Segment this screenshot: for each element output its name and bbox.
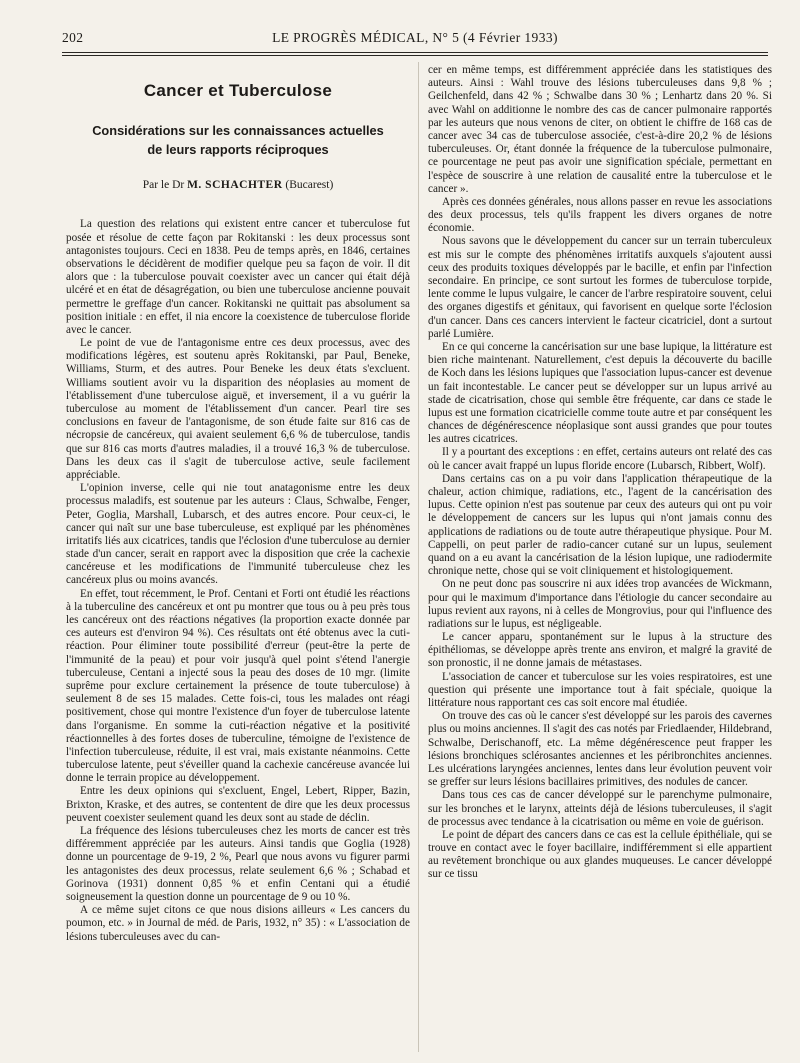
page-number: 202 [62,30,84,45]
left-column [66,64,410,1054]
paragraph: La question des relations qui existent entre cancer et tuberculose fut posée et résolue de cette façon par Rokitanski : les deux processus sont antagonistes toujours. Ceci en 1838. Peu de temps après, en 1846, certaines observations le décidèrent de modifier quelque peu sa façon de voir. Il dit alors que : la tuberculose pouvait coexister avec un cancer qui était déjà ulcéré et en état de désagrégation, ou bien une tuberculose ancienne pouvait permettre le greffage d'un cancer. Rokitanski ne quittait pas absolument sa position initiale : en effet, il nia encore la coexistence de tuberculose floride avec le cancer. [66,218,410,336]
paragraph: cer en même temps, est différemment appréciée dans les statistiques des auteurs. Ainsi : Wahl trouve des lésions tuberculeuses dans 9,8 % ; Geilchenfeld, dans 42 % ; Schwalbe dans 30 % ; Lenhartz dans 20 %. Si avec Wahl on additionne le nombre des cas de cancer pulmonaire rapportés par les auteurs que nous venons de citer, on obtient le chiffre de 168 cas de cancer avec 34 cas de tuberculose associée, c'est-à-dire 20,2 % de lésions tuberculeuses. Or, étant donnée la fréquence de la tuberculose pulmonaire, ce pourcentage ne peut pas avoir une signification spéciale, permettant en l'espèce de souscrire à une relation de causalité entre la tuberculose et le cancer ». [428,64,772,195]
header-rule-double [62,55,768,56]
byline [66,179,410,192]
paragraph: Le cancer apparu, spontanément sur le lupus à la structure des épithéliomas, se développe après trente ans environ, et malgré la gravité de son pronostic, il ne donne jamais de métastases. [428,631,772,670]
paragraph: Le point de vue de l'antagonisme entre ces deux processus, avec des modifications légères, est soutenu après Rokitanski, par Paul, Beneke, Williams, Sturm, et des autres. Pour Beneke les deux états s'excluent. Williams soutient avoir vu la disparition des néoplasies au moment de l'établissement d'une tuberculose aiguë, et inversement, il a vu guérir la tuberculose au moment de l'établissement d'un cancer. Pearl tire ses conclusions en faveur de l'antagonisme, de son étude faite sur 816 cas de nécropsie de cancéreux, qui avaient seulement 6,6 % de tuberculose, tandis que sur 816 cas morts d'autres maladies, il a trouvé 16,3 % de tuberculose. Dans les deux cas il s'agit de tuberculose active, seule facilement appréciable. [66,337,410,481]
paragraph: Dans tous ces cas de cancer développé sur le parenchyme pulmonaire, sur les bronches et le larynx, atteints déjà de lésions tuberculeuses, il s'agit de processus avec tendance à la cicatrisation ou même en voie de guérison. [428,789,772,828]
paragraph: Le point de départ des cancers dans ce cas est la cellule épithéliale, qui se trouve en contact avec le foyer bacillaire, indifféremment si elle appartient au revêtement bronchique ou aux glandes muqueuses. Le cancer développé sur ce tissu [428,828,772,881]
paragraph: L'opinion inverse, celle qui nie tout anatagonisme entre les deux processus maladifs, est soutenue par les auteurs : Claus, Schwalbe, Fenger, Peter, Goglia, Marshall, Lubarsch, et des autres encore. Pour ceux-ci, le cancer qui naît sur une base tuberculeuse, est expliqué par les phénomènes irritatifs liés aux cicatrices, tandis que l'éclosion d'une tuberculose au dernier stade d'un cancer, serait en rapport avec la disposition que crée la cachexie cancéreuse et les modifications de l'immunité tuberculeuse chez les cancéreux plus ou moins avancés. [66,482,410,587]
right-column [428,64,772,1054]
article-title: Cancer et Tuberculose [143,81,333,100]
author-place: (Bucarest) [285,179,334,192]
paragraph: Il y a pourtant des exceptions : en effet, certains auteurs ont relaté des cas où le cancer avait frappé un lupus floride encore (Lubarsch, Ribbert, Wolf). [428,446,772,472]
paragraph: La fréquence des lésions tuberculeuses chez les morts de cancer est très différemment appréciée par les auteurs. Ainsi tandis que Goglia (1928) donne un pourcentage de 9-19, 2 %, Pearl que nous avons vu figurer parmi les antagonistes des deux processus, relate seulement 6,6 % ; Schabad et Gorinova (1931) donnent 0,85 % et enfin Centani qui a étudié soigneusement la question donne un pourcentage de 9 ou 10 %. [66,825,410,903]
running-header [62,30,768,50]
paragraph: Dans certains cas on a pu voir dans l'application thérapeutique de la chaleur, action chimique, radiations, etc., l'agent de la cancérisation des lupus. Cette opinion n'est pas soutenue par ceux des auteurs qui ont pu voir le développement de cancers sur les lupus qui n'ont jamais connu des applications de radiations ou de toute autre thérapeutique physique. Pour M. Cappelli, on peut parler de radio-cancer cutané sur un lupus, seulement quand on a eu avant la cancérisation de la lésion lupique, une radiodermite chronique nette, chose qui se voit cliniquement et histologiquement. [428,472,772,578]
header-rule [62,52,768,53]
paragraph: L'association de cancer et tuberculose sur les voies respiratoires, est une question qui présente une importance tout à fait spéciale, quoique la littérature nous rapportant ces cas soit encore mal étudiée. [428,670,772,709]
paragraph: Nous savons que le développement du cancer sur un terrain tuberculeux est mis sur le compte des phénomènes irritatifs auxquels s'ajoutent aussi ceux des produits toxiques développés par le bacille, et enfin par l'infection secondaire. En principe, ce sont surtout les formes de tuberculose torpide, lente comme le lupus vulgaire, le cancer de l'arbre respiratoire souvent, celui des organes digestifs et génitaux, qui favorisent en quelque sorte l'éclosion d'un cancer. Dans ces cancers intervient le facteur cicatriciel, dont a surtout parlé Lumière. [428,235,772,340]
left-body [66,218,410,943]
column-separator [418,62,419,1052]
byline-prefix: Par le Dr [142,179,185,192]
running-title: LE PROGRÈS MÉDICAL, N° 5 (4 Février 1933) [272,30,558,45]
article-subtitle [66,121,410,159]
paragraph: En effet, tout récemment, le Prof. Centani et Forti ont étudié les réactions à la tuberculine des cancéreux et ont pu montrer que tous ou à peu près tous les cancéreux ont des réactions négatives (la proportion exacte donnée par ces auteurs est d'environ 94 %). Ces résultats ont été obtenus avec la cuti-réaction. Pour éliminer toute possibilité d'erreur (peut-être la perte de l'immunité de la peau) et pour voir jusqu'à quel point s'étend l'anergie tuberculeuse, Centani a injecté sous la peau des doses de 10 mgr. (limite suprême pour exclure certainement la présence de toute tuberculose) à seulement 8 de ses 15 malades. Cette fois-ci, tous les malades ont réagi positivement, chose qui montre l'existence d'un foyer de tuberculose latente dans l'organisme. En somme la cuti-réaction négative et la positivité réactionnelles à des fortes doses de tuberculine, témoigne de l'existence de l'infection tuberculeuse, réduite, il est vrai, mais existante néanmoins. Cette tuberculose latente, peut s'éveiller quand la cachexie cancéreuse avancée lui donne le terrain propice au développement. [66,587,410,785]
paragraph: On trouve des cas où le cancer s'est développé sur les parois des cavernes plus ou moins anciennes. Il s'agit des cas notés par Friedlaender, Hildebrand, Schwalbe, Derischanoff, etc. La même dégénérescence peut frapper les lésions bronchiques sclérosantes anciennes et les péribronchites anciennes. Les ulcérations laryngées anciennes, lentes dans leur évolution peuvent voir se greffer sur leurs lésions bacillaires primitives, des nodules de cancer. [428,710,772,789]
paragraph: Entre les deux opinions qui s'excluent, Engel, Lebert, Ripper, Bazin, Brixton, Kraske, et des autres, se contentent de dire que les deux processus peuvent coexister seulement quand les deux sont au stade de déclin. [66,785,410,824]
subtitle-line-2: de leurs rapports réciproques [147,142,329,158]
author-name: M. SCHACHTER [187,179,283,192]
paragraph: Après ces données générales, nous allons passer en revue les associations des deux processus, tels qu'ils frappent les divers organes de notre économie. [428,195,772,235]
subtitle-line-1: Considérations sur les connaissances actuelles [92,123,384,139]
paragraph: En ce qui concerne la cancérisation sur une base lupique, la littérature est bien riche maintenant. Naturellement, c'est depuis la découverte du bacille de Koch dans les lésions lupiques que l'association lupus-cancer est devenue un fait incontestable. Le cancer peut se développer sur un lupus arrivé au stade de cicatrisation, chose qui semble être fréquente, car dans ce stade le lupus est une formation cicatricielle comme toute autre et par conséquent les chances de dégénérescence néoplasique sont aussi grandes que pour toutes les autres cicatrices. [428,340,772,446]
paragraph: A ce même sujet citons ce que nous disions ailleurs « Les cancers du poumon, etc. » in Journal de méd. de Paris, 1932, n° 35) : « L'association de lésions tuberculeuses avec du can- [66,904,410,943]
paragraph: On ne peut donc pas souscrire ni aux idées trop avancées de Wickmann, pour qui le maximum d'importance dans l'étiologie du cancer secondaire au lupus revient aux rayons, ni à celles de Mongrovius, pour qui l'influence des radiations sur le lupus, est négligeable. [428,578,772,630]
